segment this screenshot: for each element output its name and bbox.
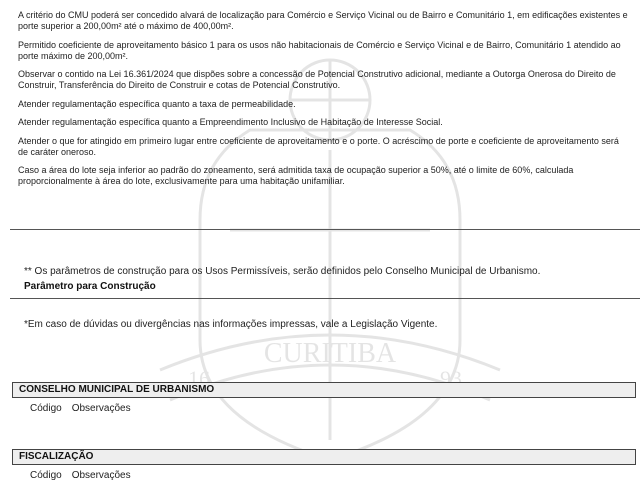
note-item: Permitido coeficiente de aproveitamento básico 1 para os usos não habitacionais de Comércio e Serviço Vicinal e de Bairro, Comunitário 1 atendido ao porte máximo de 200,00m². [18,39,621,61]
watermark-text: CURITIBA [263,338,397,369]
watermark-year-right: 93 [440,366,462,391]
column-codigo: Código [30,470,62,481]
note-item: Caso a área do lote seja inferior ao padrão do zoneamento, será admitida taxa de ocupação superior a 50%, até o limite de 60%, calculada proporcionalmente à área do lote, exclusivamente para uma habitação unifamiliar. [18,165,574,186]
note-item: Atender o que for atingido em primeiro lugar entre coeficiente de aproveitamento e o porte. O acréscimo de porte e coeficiente de aproveitamento será de caráter oneroso. [18,135,619,157]
watermark-year-left: 16 [188,366,210,391]
column-codigo: Código [30,403,62,414]
column-observacoes: Observações [71,403,131,414]
divider [10,298,640,299]
divider [10,229,640,230]
parametros-note: ** Os parâmetros de construção para os Usos Permissíveis, serão definidos pelo Conselho Municipal de Urbanismo. [24,266,541,277]
note-item: Atender regulamentação específica quanto a Empreendimento Inclusivo de Habitação de Interesse Social. [18,117,443,127]
section-header-conselho: CONSELHO MUNICIPAL DE URBANISMO [12,382,636,398]
note-item: Atender regulamentação específica quanto a taxa de permeabilidade. [18,98,296,109]
notes-list [18,0,628,195]
note-item: Observar o contido na Lei 16.361/2024 que dispões sobre a concessão de Potencial Construtivo adicional, mediante a Outorga Onerosa do Direito de Construir, Transferência do Direito de Construir e cotas de Potencial Construtivo. [18,69,616,90]
section-columns-conselho [30,403,131,414]
column-observacoes: Observações [71,470,131,481]
disclaimer-text: *Em caso de dúvidas ou divergências nas informações impressas, vale a Legislação Vigente. [24,319,438,330]
section-columns-fiscalizacao [30,470,131,481]
parametros-title: Parâmetro para Construção [24,281,156,292]
section-header-fiscalizacao: FISCALIZAÇÃO [12,449,636,465]
note-item: A critério do CMU poderá ser concedido alvará de localização para Comércio e Serviço Vicinal ou de Bairro e Comunitário 1, em edificações existentes e porte superior a 200,00m² até o máximo de 400,00m². [18,10,628,31]
